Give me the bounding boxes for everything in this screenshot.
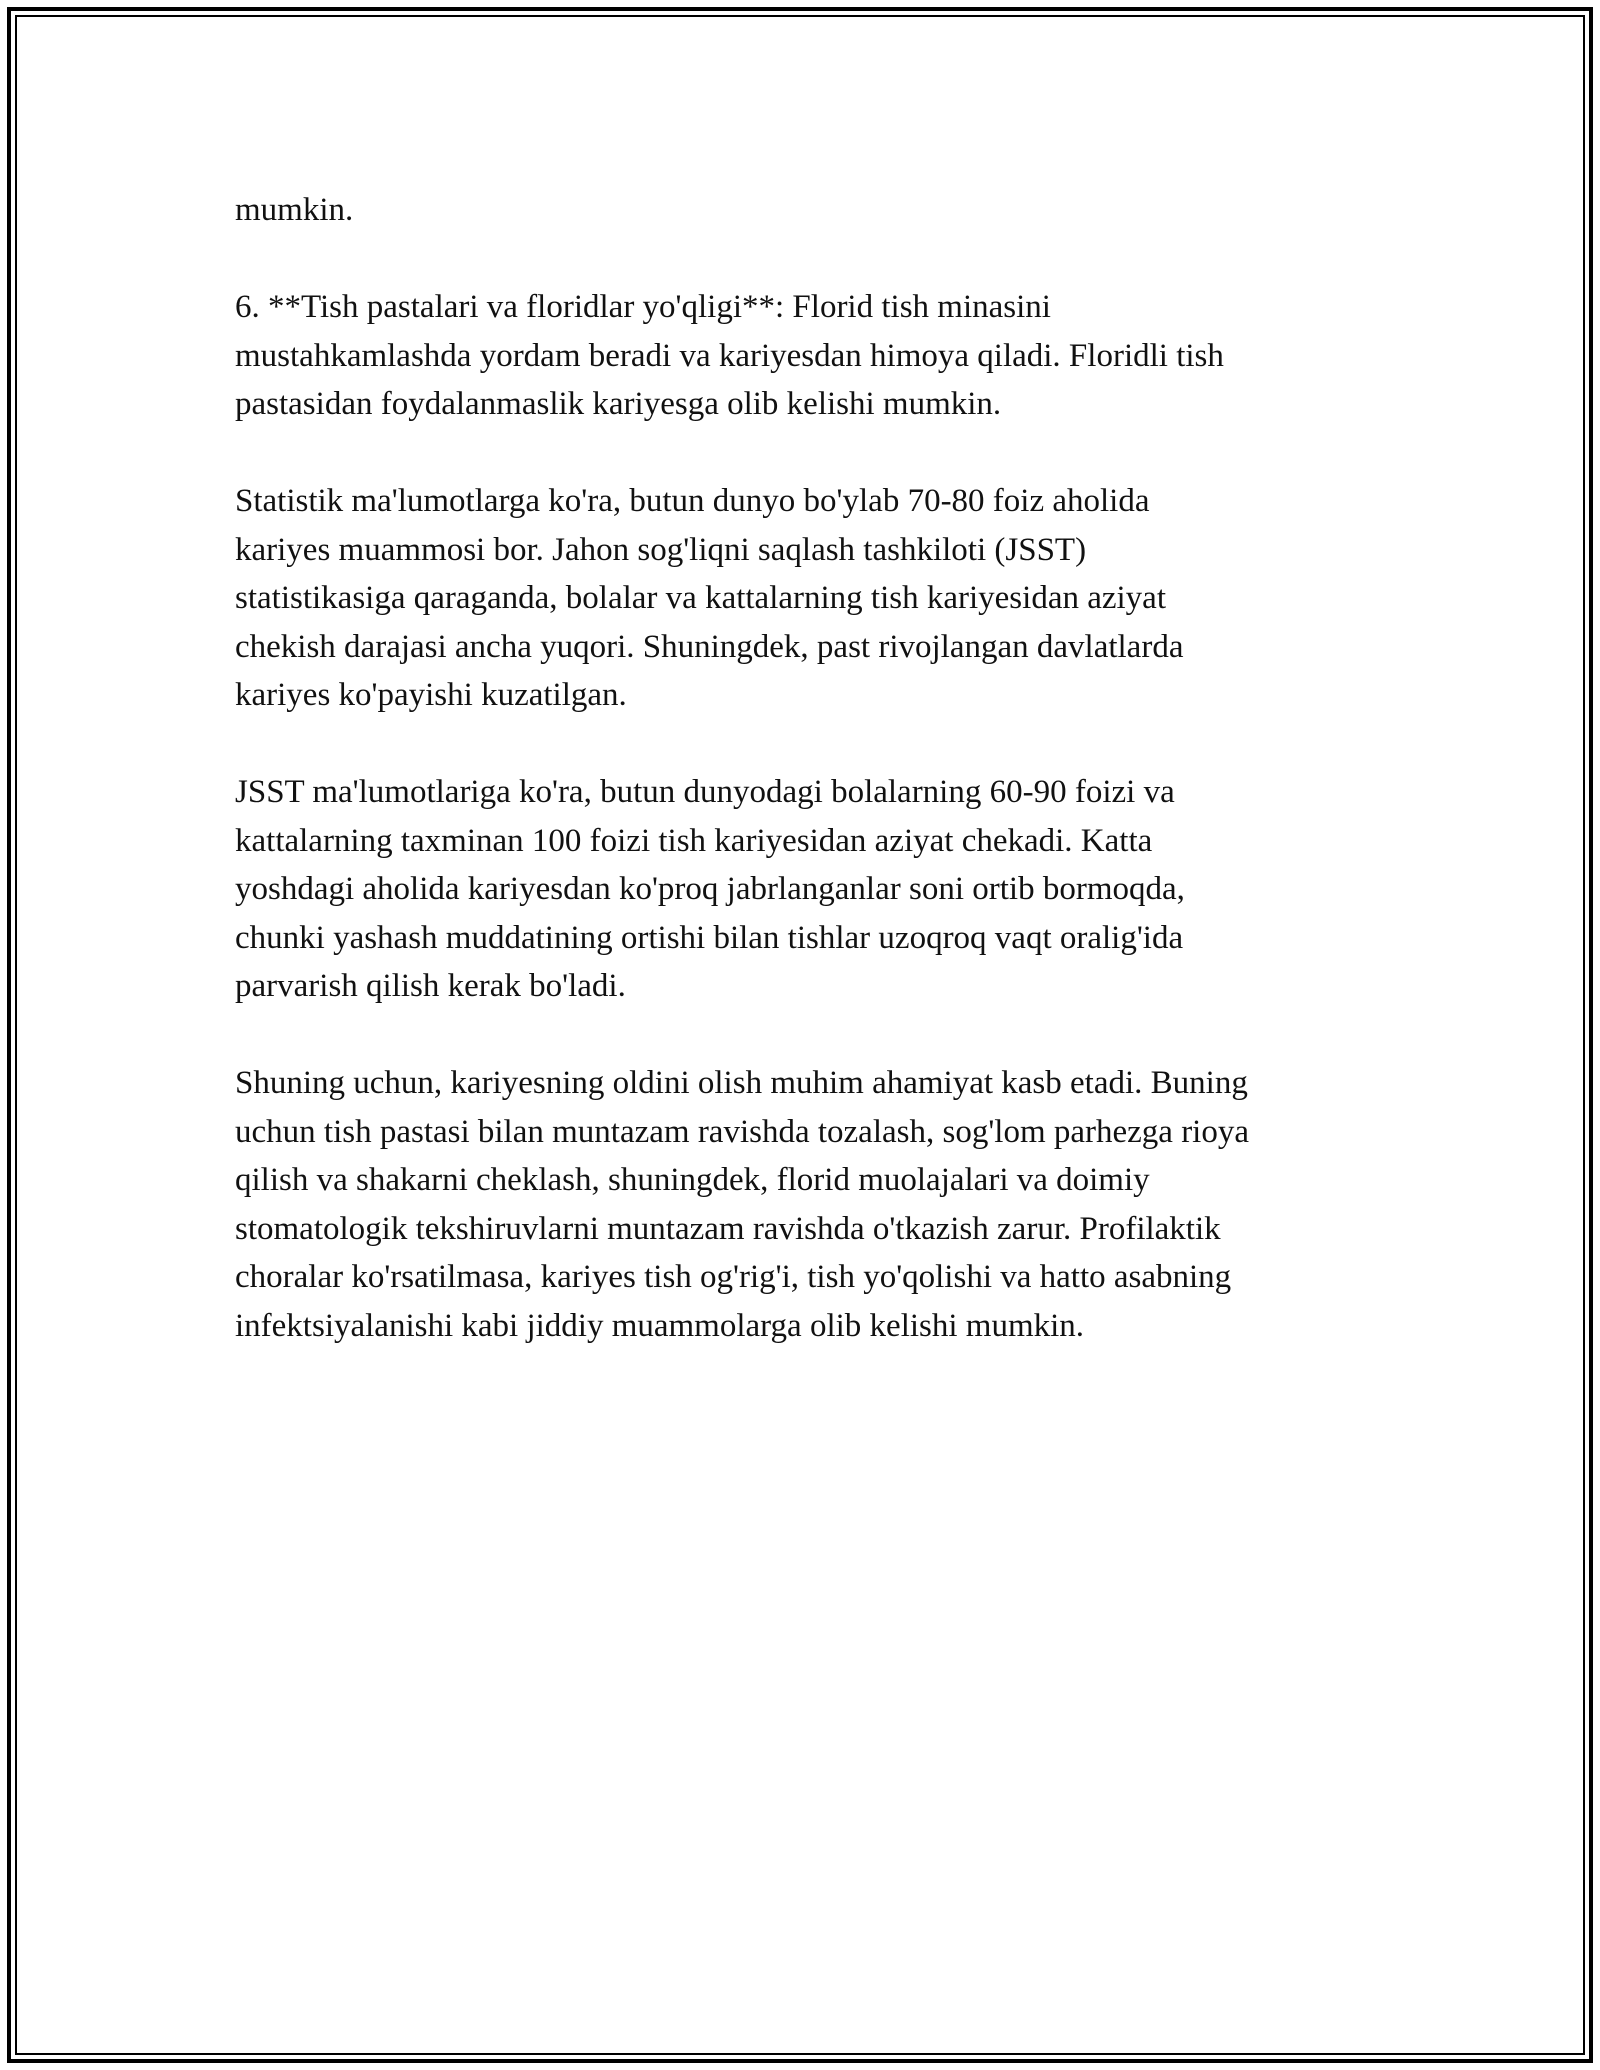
- paragraph-who-data: [235, 768, 1385, 1011]
- text-line: mumkin.: [235, 192, 354, 228]
- text-line: yoshdagi aholida kariyesdan ko'proq jabrlanganlar soni ortib bormoqda,: [235, 871, 1185, 907]
- text-line: chekish darajasi ancha yuqori. Shuningdek, past rivojlangan davlatlarda: [235, 628, 1184, 665]
- text-line: chunki yashash muddatining ortishi bilan tishlar uzoqroq vaqt oralig'ida: [235, 919, 1184, 956]
- text-line: Statistik ma'lumotlarga ko'ra, butun dunyo bo'ylab 70-80 foiz aholida: [235, 483, 1150, 519]
- text-line: 6. **Tish pastalari va floridlar yo'qligi**: Florid tish minasini: [235, 289, 1051, 325]
- text-line: mustahkamlashda yordam beradi va kariyesdan himoya qiladi. Floridli tish: [235, 337, 1224, 374]
- text-line: qilish va shakarni cheklash, shuningdek, florid muolajalari va doimiy: [235, 1162, 1150, 1198]
- text-line: JSST ma'lumotlariga ko'ra, butun dunyodagi bolalarning 60-90 foizi va: [235, 774, 1175, 810]
- paragraph-toothpaste-fluoride: [235, 283, 1385, 429]
- paragraph-prevention: [235, 1059, 1385, 1350]
- text-line: kariyes muammosi bor. Jahon sog'liqni saqlash tashkiloti (JSST): [235, 531, 1087, 568]
- text-line: parvarish qilish kerak bo'ladi.: [235, 968, 626, 1004]
- document-body: [235, 186, 1385, 1399]
- text-line: choralar ko'rsatilmasa, kariyes tish og'rig'i, tish yo'qolishi va hatto asabning: [235, 1259, 1232, 1295]
- text-line: kattalarning taxminan 100 foizi tish kariyesidan aziyat chekadi. Katta: [235, 822, 1153, 859]
- text-line: pastasidan foydalanmaslik kariyesga olib kelishi mumkin.: [235, 386, 1002, 422]
- text-line: kariyes ko'payishi kuzatilgan.: [235, 677, 627, 713]
- text-line: stomatologik tekshiruvlarni muntazam ravishda o'tkazish zarur. Profilaktik: [235, 1210, 1221, 1247]
- paragraph-continuation: [235, 186, 1385, 235]
- text-line: Shuning uchun, kariyesning oldini olish muhim ahamiyat kasb etadi. Buning: [235, 1065, 1248, 1101]
- paragraph-statistics: [235, 477, 1385, 720]
- text-line: infektsiyalanishi kabi jiddiy muammolarga olib kelishi mumkin.: [235, 1307, 1085, 1344]
- text-line: uchun tish pastasi bilan muntazam ravishda tozalash, sog'lom parhezga rioya: [235, 1113, 1249, 1150]
- text-line: statistikasiga qaraganda, bolalar va kattalarning tish kariyesidan aziyat: [235, 580, 1166, 616]
